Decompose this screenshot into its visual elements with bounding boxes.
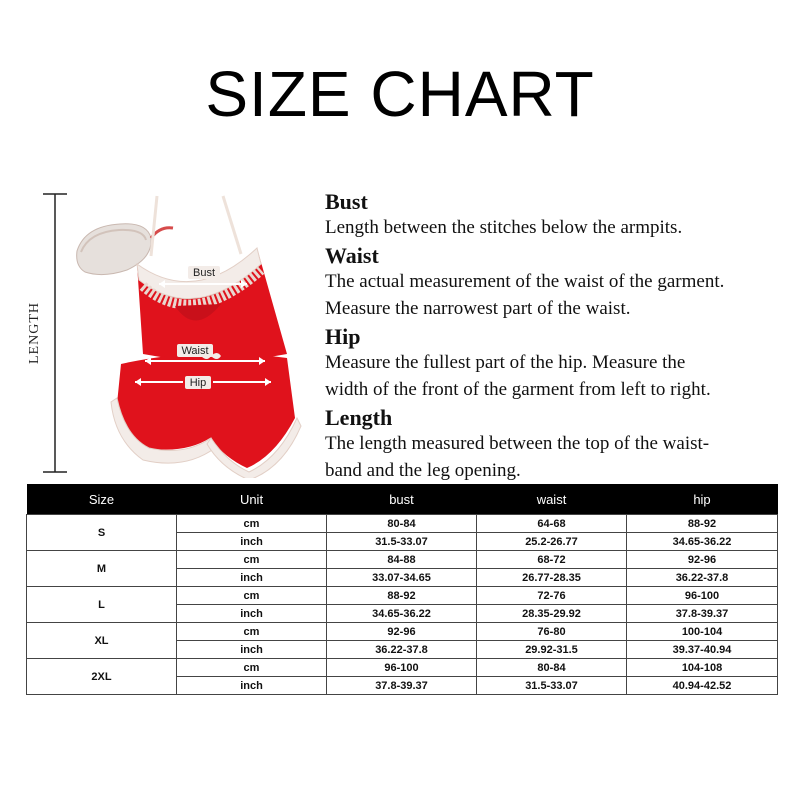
bust-cell: 37.8-39.37 [327, 677, 477, 695]
bust-label: Bust [192, 267, 216, 279]
bust-cell: 36.22-37.8 [327, 641, 477, 659]
hip-cell: 92-96 [627, 551, 778, 569]
definition-term-waist: Waist [325, 243, 379, 268]
hip-cell: 96-100 [627, 587, 778, 605]
definition-term-bust: Bust [325, 189, 368, 214]
definition-term-hip: Hip [325, 324, 361, 349]
definition-term-length: Length [325, 405, 393, 430]
waist-cell: 76-80 [477, 623, 627, 641]
size-cell: S [27, 515, 177, 551]
definition-text-bust-1: Length between the stitches below the armpits. [325, 217, 683, 238]
header-bust: bust [327, 484, 477, 515]
hip-cell: 40.94-42.52 [627, 677, 778, 695]
definition-text-hip-2: width of the front of the garment from left to right. [325, 379, 711, 400]
size-table [26, 484, 778, 695]
waist-label: Waist [181, 345, 209, 357]
bust-cell: 88-92 [327, 587, 477, 605]
definition-text-hip-1: Measure the fullest part of the hip. Measure the [325, 352, 686, 373]
header-waist: waist [477, 484, 627, 515]
hip-cell: 34.65-36.22 [627, 533, 778, 551]
camisole [137, 248, 287, 361]
unit-cell: cm [177, 587, 327, 605]
hip-cell: 37.8-39.37 [627, 605, 778, 623]
bust-cell: 96-100 [327, 659, 477, 677]
table-row [27, 659, 778, 677]
waist-cell: 80-84 [477, 659, 627, 677]
definition-text-waist-1: The actual measurement of the waist of the garment. [325, 271, 725, 292]
definition-text-length-2: band and the leg opening. [325, 460, 521, 481]
unit-cell: inch [177, 569, 327, 587]
size-cell: XL [27, 623, 177, 659]
bust-cell: 92-96 [327, 623, 477, 641]
table-row [27, 623, 778, 641]
bust-cell: 34.65-36.22 [327, 605, 477, 623]
header-size: Size [27, 484, 177, 515]
waist-cell: 31.5-33.07 [477, 677, 627, 695]
hip-label: Hip [189, 377, 207, 389]
unit-cell: inch [177, 677, 327, 695]
waist-cell: 28.35-29.92 [477, 605, 627, 623]
bust-cell: 80-84 [327, 515, 477, 533]
unit-cell: cm [177, 551, 327, 569]
size-cell: M [27, 551, 177, 587]
unit-cell: cm [177, 623, 327, 641]
bust-cell: 33.07-34.65 [327, 569, 477, 587]
pajama-set-drawing [25, 186, 325, 478]
waist-cell: 68-72 [477, 551, 627, 569]
definition-text-length-1: The length measured between the top of the waist- [325, 433, 710, 454]
definition-text-waist-2: Measure the narrowest part of the waist. [325, 298, 631, 319]
waist-cell: 72-76 [477, 587, 627, 605]
waist-cell: 64-68 [477, 515, 627, 533]
table-row [27, 515, 778, 533]
table-row [27, 587, 778, 605]
length-label: LENGTH [27, 302, 42, 364]
waist-cell: 25.2-26.77 [477, 533, 627, 551]
eye-mask [77, 224, 173, 275]
bust-cell: 31.5-33.07 [327, 533, 477, 551]
unit-cell: cm [177, 515, 327, 533]
table-row [27, 551, 778, 569]
header-hip: hip [627, 484, 778, 515]
size-cell: 2XL [27, 659, 177, 695]
unit-cell: inch [177, 641, 327, 659]
page-title: SIZE CHART [205, 58, 595, 130]
hip-cell: 100-104 [627, 623, 778, 641]
waist-cell: 26.77-28.35 [477, 569, 627, 587]
measurement-definitions [325, 190, 795, 484]
unit-cell: cm [177, 659, 327, 677]
hip-cell: 36.22-37.8 [627, 569, 778, 587]
waist-cell: 29.92-31.5 [477, 641, 627, 659]
hip-cell: 104-108 [627, 659, 778, 677]
shorts [111, 353, 301, 478]
header-unit: Unit [177, 484, 327, 515]
garment-illustration [25, 186, 325, 478]
size-cell: L [27, 587, 177, 623]
hip-cell: 39.37-40.94 [627, 641, 778, 659]
bust-cell: 84-88 [327, 551, 477, 569]
hip-cell: 88-92 [627, 515, 778, 533]
unit-cell: inch [177, 605, 327, 623]
table-header-row [27, 484, 778, 515]
unit-cell: inch [177, 533, 327, 551]
